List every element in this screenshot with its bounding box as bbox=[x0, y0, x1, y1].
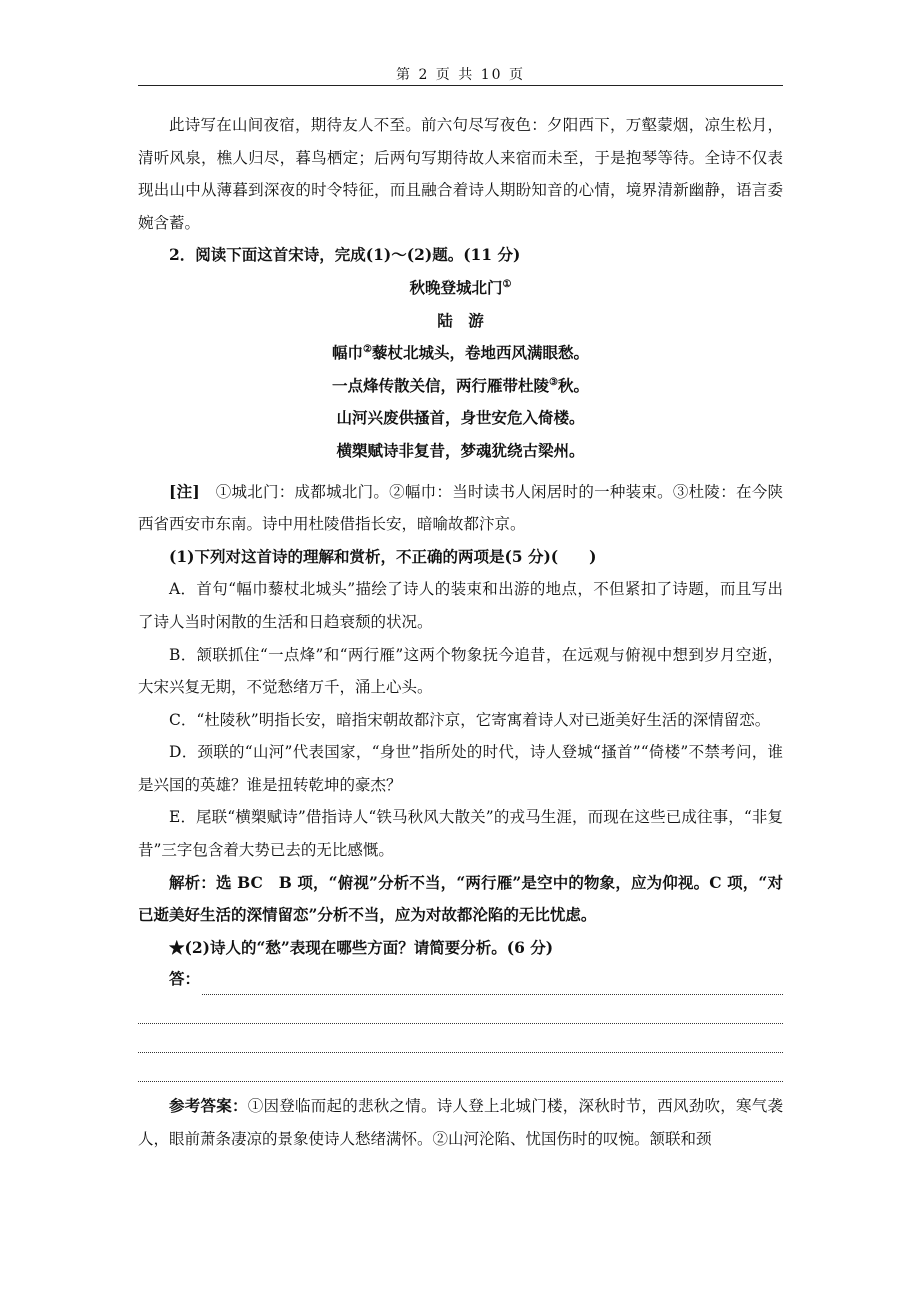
poem-line-1 bbox=[138, 337, 783, 370]
poem-title-note: ① bbox=[502, 278, 512, 290]
analysis-label: 解析： bbox=[169, 872, 216, 892]
reference-answer bbox=[138, 1090, 783, 1155]
poem-line-1-note: ② bbox=[363, 344, 372, 356]
page-header: 第 2 页 共 10 页 bbox=[396, 67, 525, 83]
poem-line-2-note: ③ bbox=[549, 376, 558, 388]
question-2-prompt: 2．阅读下面这首宋诗，完成(1)～(2)题。(11 分) bbox=[169, 245, 521, 265]
answer-dotted-line-2[interactable] bbox=[138, 995, 783, 1024]
poem-line-2 bbox=[138, 370, 783, 403]
poem-line-3 bbox=[138, 402, 783, 435]
answer-area[interactable] bbox=[138, 967, 783, 1082]
answer-dotted-line-4[interactable] bbox=[138, 1053, 783, 1082]
answer-dotted-line-1[interactable] bbox=[202, 976, 783, 995]
option-b: B．颔联抓住“一点烽”和“两行雁”这两个物象抚今追昔，在远观与俯视中想到岁月空逝，大宋兴复无期，不觉愁绪万千，涌上心头。 bbox=[138, 645, 783, 697]
poem-title bbox=[138, 272, 783, 305]
analysis-text: 选 BC B 项，“俯视”分析不当，“两行雁”是空中的物象，应为仰视。C 项，“对已逝美好生活的深情留恋”分析不当，应为对故都沦陷的无比忧虑。 bbox=[138, 872, 783, 925]
notes-text: ①城北门：成都城北门。②幅巾：当时读书人闲居时的一种装束。③杜陵：在今陕西省西安市东南。诗中用杜陵借指长安，暗喻故都汴京。 bbox=[138, 482, 783, 534]
reference-text: ①因登临而起的悲秋之情。诗人登上北城门楼，深秋时节，西风劲吹，寒气袭人，眼前萧条凄凉的景象使诗人愁绪满怀。②山河沦陷、忧国伤时的叹惋。颔联和颈 bbox=[138, 1097, 783, 1149]
answer-line-1[interactable] bbox=[138, 967, 783, 995]
poem-author: 陆 游 bbox=[437, 310, 484, 330]
answer-dotted-line-3[interactable] bbox=[138, 1024, 783, 1053]
option-d: D．颈联的“山河”代表国家，“身世”指所处的时代，诗人登城“搔首”“倚楼”不禁考问，谁是兴国的英雄？谁是扭转乾坤的豪杰？ bbox=[138, 743, 783, 794]
sub-question-2-prompt: ★(2)诗人的“愁”表现在哪些方面？请简要分析。(6 分) bbox=[169, 937, 554, 957]
notes-label: [注] bbox=[169, 481, 200, 501]
answer-label: 答： bbox=[169, 968, 201, 988]
poem-line-1-part-a: 幅巾 bbox=[332, 343, 364, 363]
poem-line-1-part-b: 藜杖北城头，卷地西风满眼愁。 bbox=[371, 343, 589, 363]
document-body bbox=[138, 109, 783, 1156]
intro-paragraph: 此诗写在山间夜宿，期待友人不至。前六句尽写夜色：夕阳西下，万壑蒙烟，凉生松月，清听风泉，樵人归尽，暮鸟栖定；后两句写期待故人来宿而未至，于是抱琴等待。全诗不仅表现出山中从薄暮到深夜的时令特征，而且融合着诗人期盼知音的心情，境界清新幽静，语言委婉含蓄。 bbox=[138, 116, 783, 232]
sub-question-1-prompt: (1)下列对这首诗的理解和赏析，不正确的两项是(5 分)( ) bbox=[169, 546, 597, 566]
option-c: C．“杜陵秋”明指长安，暗指宋朝故都汴京，它寄寓着诗人对已逝美好生活的深情留恋。 bbox=[169, 710, 771, 729]
poem-line-2-part-a: 一点烽传散关信，两行雁带杜陵 bbox=[332, 375, 550, 395]
poem-notes bbox=[138, 476, 783, 541]
poem-line-3-text: 山河兴废供搔首，身世安危入倚楼。 bbox=[336, 408, 585, 428]
option-e: E．尾联“横槊赋诗”借指诗人“铁马秋风大散关”的戎马生涯，而现在这些已成往事，“非复昔”三字包含着大势已去的无比感慨。 bbox=[138, 808, 783, 860]
option-a: A．首句“幅巾藜杖北城头”描绘了诗人的装束和出游的地点，不但紧扣了诗题，而且写出了诗人当时闲散的生活和日趋衰颓的状况。 bbox=[138, 580, 783, 631]
poem-line-4 bbox=[138, 435, 783, 468]
poem-line-2-part-b: 秋。 bbox=[557, 375, 589, 395]
reference-label: 参考答案： bbox=[169, 1096, 248, 1116]
analysis bbox=[138, 867, 783, 932]
poem-title-text: 秋晚登城北门 bbox=[409, 277, 503, 297]
poem-line-4-text: 横槊赋诗非复昔，梦魂犹绕古梁州。 bbox=[336, 440, 585, 460]
header-rule bbox=[138, 85, 783, 86]
